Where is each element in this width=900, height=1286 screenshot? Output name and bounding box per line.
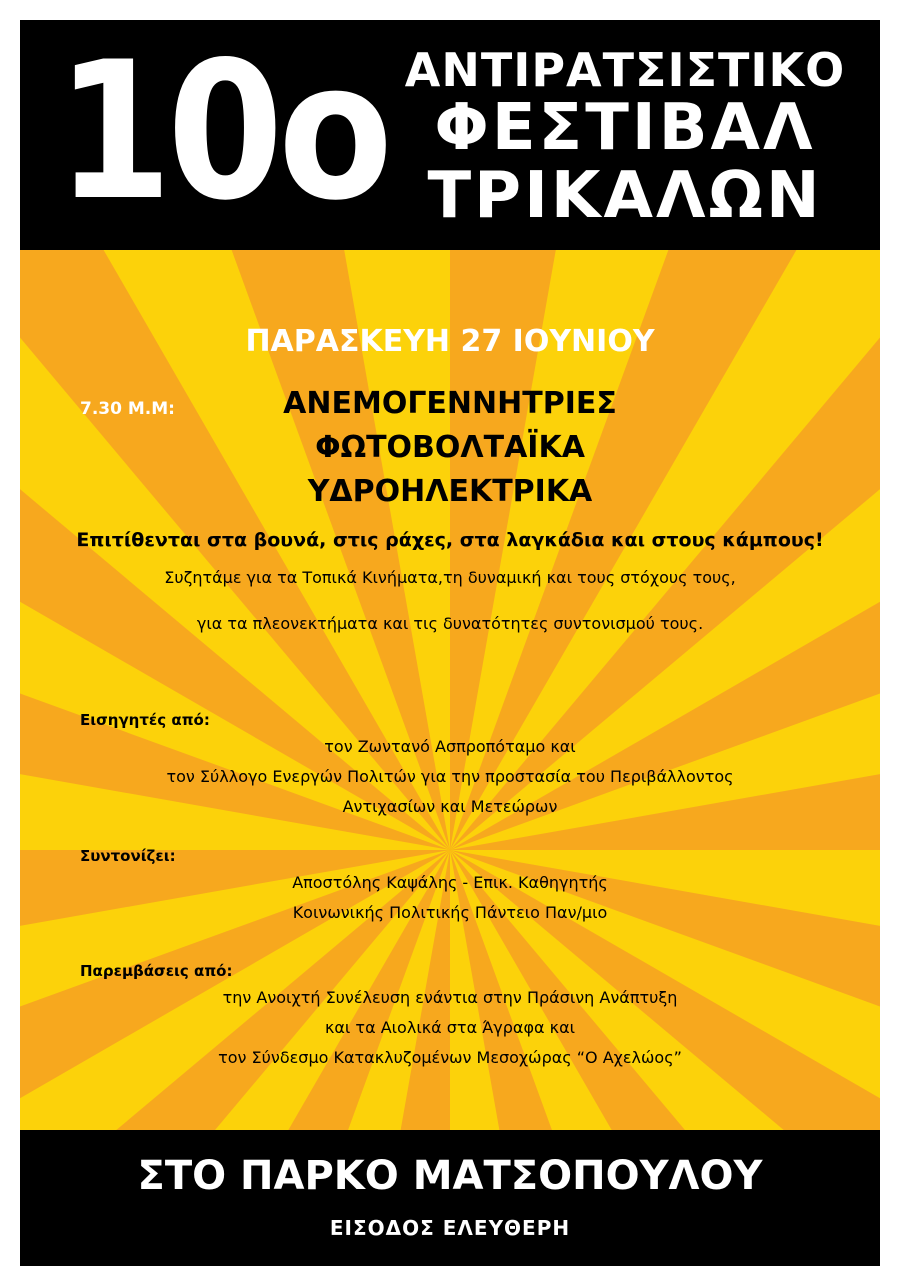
edition-number: 10ο <box>56 21 388 242</box>
footer-banner <box>20 1130 880 1266</box>
coordinator-line: Αποστόλης Καψάλης - Επικ. Καθηγητής <box>292 873 608 892</box>
title-line-3: ΤΡΙΚΑΛΩΝ <box>427 159 823 233</box>
topic-line-3: ΥΔΡΟΗΛΕΚΤΡΙΚΑ <box>307 474 593 509</box>
coordinator-line: Κοινωνικής Πολιτικής Πάντειο Παν/μιο <box>292 903 608 922</box>
speaker-line: τον Ζωντανό Ασπροπόταμο και <box>324 737 576 756</box>
intervention-line: την Ανοιχτή Συνέλευση ενάντια στην Πράσινη Ανάπτυξη <box>222 988 678 1007</box>
intervention-line: τον Σύνδεσμο Κατακλυζομένων Μεσοχώρας “Ο Αχελώος” <box>218 1048 682 1067</box>
description-line-1: Συζητάμε για τα Τοπικά Κινήματα,τη δυναμική και τους στόχους τους, <box>164 568 736 587</box>
interventions-label: Παρεμβάσεις από: <box>80 962 233 980</box>
venue: ΣΤΟ ΠΑΡΚΟ ΜΑΤΣΟΠΟΥΛΟΥ <box>137 1153 763 1199</box>
description-line-2: για τα πλεονεκτήματα και τις δυνατότητες συντονισμού τους. <box>196 614 704 633</box>
topic-line-2: ΦΩΤΟΒΟΛΤΑΪΚΑ <box>315 430 585 465</box>
speakers-label: Εισηγητές από: <box>80 711 210 729</box>
speaker-line: Αντιχασίων και Μετεώρων <box>342 797 558 816</box>
intervention-line: και τα Αιολικά στα Άγραφα και <box>324 1018 576 1037</box>
event-time: 7.30 Μ.Μ: <box>80 399 175 419</box>
header-banner <box>20 20 880 250</box>
title-line-2: ΦΕΣΤΙΒΑΛ <box>434 91 816 165</box>
slogan: Επιτίθενται στα βουνά, στις ράχες, στα λαγκάδια και στους κάμπους! <box>76 529 824 551</box>
topic-line-1: ΑΝΕΜΟΓΕΝΝΗΤΡΙΕΣ <box>283 386 617 421</box>
free-entry: ΕΙΣΟΔΟΣ ΕΛΕΥΘΕΡΗ <box>329 1216 571 1240</box>
sunburst-panel <box>20 250 880 1130</box>
title-line-1: ΑΝΤΙΡΑΤΣΙΣΤΙΚΟ <box>404 43 846 97</box>
speaker-line: τον Σύλλογο Ενεργών Πολιτών για την προστασία του Περιβάλλοντος <box>166 767 734 786</box>
coordinator-label: Συντονίζει: <box>80 847 176 865</box>
event-date: ΠΑΡΑΣΚΕΥΗ 27 ΙΟΥΝΙΟΥ <box>245 324 655 359</box>
poster <box>20 20 880 1266</box>
